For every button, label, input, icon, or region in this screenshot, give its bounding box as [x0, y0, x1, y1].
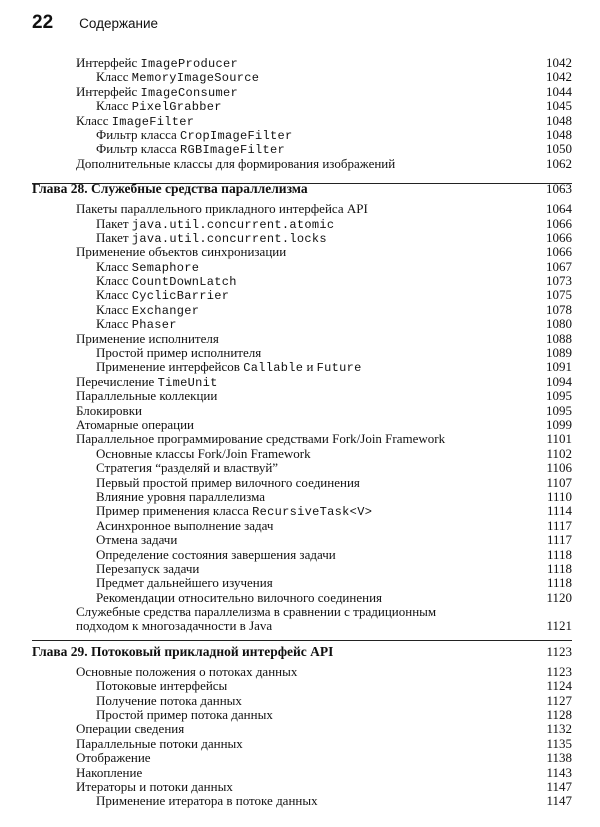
- chapter-page-number: 1123: [546, 643, 572, 659]
- entry-page-number: 1138: [546, 750, 572, 766]
- entry-title: [76, 780, 233, 794]
- toc-entry: [32, 476, 572, 490]
- entry-title: [96, 476, 360, 490]
- toc-entry: [32, 260, 572, 274]
- entry-title: [76, 605, 436, 619]
- entry-title: [76, 751, 151, 765]
- entry-text: Интерфейс: [76, 55, 141, 70]
- entry-code: ImageFilter: [111, 114, 195, 129]
- entry-text: Класс: [96, 287, 132, 303]
- toc-entry: [32, 751, 572, 765]
- entry-page-number: 1106: [546, 460, 572, 476]
- page-number: 22: [32, 12, 54, 33]
- entry-text: Определение состояния завершения задачи: [96, 546, 336, 562]
- entry-page-number: 1075: [546, 287, 572, 303]
- entry-page-number: 1147: [546, 778, 572, 794]
- entry-page-number: 1118: [546, 560, 572, 576]
- toc-entry: [32, 245, 572, 259]
- entry-title: [76, 432, 445, 446]
- page-header: [32, 12, 158, 38]
- toc-entry: [32, 619, 572, 633]
- entry-page-number: 1064: [546, 201, 572, 217]
- toc-entry: [32, 490, 572, 504]
- toc-entry: [32, 99, 572, 113]
- entry-text: Класс: [96, 316, 132, 332]
- entry-text: Применение объектов синхронизации: [76, 244, 287, 260]
- entry-text: Атомарные операции: [76, 416, 194, 432]
- toc-entry: [32, 533, 572, 547]
- toc-entry: [32, 332, 572, 346]
- toc-chapter-heading: [32, 641, 572, 663]
- toc-entry: [32, 780, 572, 794]
- entry-title: [76, 389, 217, 403]
- entry-title: [96, 576, 273, 590]
- entry-text: Класс: [96, 258, 132, 274]
- entry-text: Получение потока данных: [96, 692, 242, 708]
- entry-code: Exchanger: [131, 303, 200, 318]
- toc-entry: [32, 114, 572, 128]
- toc-entry: [32, 360, 572, 374]
- entry-page-number: 1123: [546, 663, 572, 679]
- entry-title: [76, 665, 297, 679]
- entry-page-number: 1062: [546, 155, 572, 171]
- entry-text: Класс: [96, 301, 132, 317]
- entry-text: Операции сведения: [76, 721, 185, 737]
- entry-page-number: 1095: [546, 402, 572, 418]
- entry-text: Перезапуск задачи: [96, 560, 200, 576]
- entry-text: Интерфейс: [76, 83, 141, 99]
- entry-text: Класс: [76, 112, 112, 128]
- toc-entry: [32, 504, 572, 518]
- entry-text: Простой пример исполнителя: [96, 345, 262, 361]
- entry-text: Дополнительные классы для формирования изображений: [76, 155, 396, 171]
- toc-entry: [32, 722, 572, 736]
- entry-code: TimeUnit: [157, 375, 218, 390]
- entry-title: [96, 794, 318, 808]
- entry-text: Асинхронное выполнение задач: [96, 517, 274, 533]
- entry-code: MemoryImageSource: [131, 71, 260, 86]
- toc-entry: [32, 404, 572, 418]
- entry-text: Простой пример потока данных: [96, 707, 273, 723]
- entry-page-number: 1118: [546, 546, 572, 562]
- toc-entry: [32, 303, 572, 317]
- entry-title: [96, 99, 222, 114]
- entry-title: [76, 722, 184, 736]
- entry-text: подходом к многозадачности в Java: [76, 618, 273, 634]
- entry-text: Рекомендации относительно вилочного соединения: [96, 589, 383, 605]
- entry-text: Пакет: [96, 229, 132, 245]
- toc-entry: [32, 447, 572, 461]
- chapter-title: Глава 29. Потоковый прикладной интерфейс API: [32, 643, 334, 659]
- entry-title: [76, 404, 142, 418]
- entry-text: Параллельное программирование средствами Fork/Join Framework: [76, 431, 446, 447]
- entry-text: Пакеты параллельного прикладного интерфейса API: [76, 201, 368, 217]
- entry-page-number: 1066: [546, 229, 572, 245]
- toc-entry: [32, 128, 572, 142]
- entry-text: Накопление: [76, 764, 143, 780]
- entry-text: Отмена задачи: [96, 532, 178, 548]
- entry-code: Semaphore: [131, 260, 200, 275]
- entry-title: [96, 679, 227, 693]
- entry-title: [96, 591, 382, 605]
- entry-page-number: 1044: [546, 83, 572, 99]
- toc-entry: [32, 794, 572, 808]
- entry-page-number: 1091: [546, 359, 572, 375]
- entry-code: RecursiveTask<V>: [252, 505, 373, 520]
- entry-page-number: 1110: [546, 488, 572, 504]
- entry-code: CropImageFilter: [180, 128, 293, 143]
- entry-text: Стратегия “разделяй и властвуй”: [96, 460, 279, 476]
- entry-title: [76, 245, 286, 259]
- entry-page-number: 1089: [546, 345, 572, 361]
- toc-entry: [32, 231, 572, 245]
- entry-page-number: 1080: [546, 316, 572, 332]
- entry-page-number: 1045: [546, 98, 572, 114]
- toc-entry: [32, 432, 572, 446]
- entry-page-number: 1048: [546, 112, 572, 128]
- toc-entry: [32, 217, 572, 231]
- entry-text: Перечисление: [76, 373, 158, 389]
- entry-text: Блокировки: [76, 402, 142, 418]
- entry-page-number: 1114: [546, 503, 572, 519]
- entry-code: Phaser: [131, 318, 177, 333]
- entry-page-number: 1147: [546, 793, 572, 809]
- entry-code: java.util.concurrent.atomic: [131, 217, 335, 232]
- entry-page-number: 1042: [546, 55, 572, 70]
- entry-text: Параллельные коллекции: [76, 388, 218, 404]
- entry-page-number: 1107: [546, 474, 572, 490]
- entry-title: [76, 737, 243, 751]
- toc-entry: [32, 288, 572, 302]
- entry-title: [96, 548, 336, 562]
- toc-entry: [32, 346, 572, 360]
- toc-entry: [32, 519, 572, 533]
- entry-text: и: [303, 359, 317, 375]
- toc-entry: [32, 766, 572, 780]
- toc-entry: [32, 605, 572, 619]
- entry-text: Первый простой пример вилочного соединения: [96, 474, 360, 490]
- entry-page-number: 1121: [546, 618, 572, 634]
- entry-page-number: 1048: [546, 126, 572, 142]
- entry-text: Применение исполнителя: [76, 330, 219, 346]
- entry-page-number: 1067: [546, 258, 572, 274]
- entry-page-number: 1088: [546, 330, 572, 346]
- toc-entry: [32, 56, 572, 70]
- toc-entry: [32, 461, 572, 475]
- entry-code: CyclicBarrier: [131, 289, 230, 304]
- entry-text: Применение интерфейсов: [96, 359, 244, 375]
- toc-entry: [32, 418, 572, 432]
- entry-text: Основные классы Fork/Join Framework: [96, 445, 311, 461]
- entry-code: Callable: [243, 361, 304, 376]
- toc-entry: [32, 694, 572, 708]
- entry-text: Отображение: [76, 750, 151, 766]
- entry-text: Служебные средства параллелизма в сравнении с традиционным: [76, 604, 437, 620]
- toc-entry: [32, 737, 572, 751]
- entry-page-number: 1132: [546, 721, 572, 737]
- entry-text: Предмет дальнейшего изучения: [96, 575, 273, 591]
- entry-page-number: 1135: [546, 735, 572, 751]
- entry-page-number: 1128: [546, 707, 572, 723]
- entry-page-number: 1050: [546, 141, 572, 157]
- toc-entry: [32, 389, 572, 403]
- entry-text: Потоковые интерфейсы: [96, 678, 228, 694]
- entry-title: [76, 157, 395, 171]
- entry-text: Фильтр класса: [96, 126, 181, 142]
- entry-text: Пакет: [96, 215, 132, 231]
- entry-title: [76, 332, 219, 346]
- entry-title: [96, 346, 261, 360]
- entry-text: Параллельные потоки данных: [76, 735, 243, 751]
- toc-entry: [32, 576, 572, 590]
- entry-text: Класс: [96, 273, 132, 289]
- entry-title: [76, 619, 272, 633]
- toc-entry: [32, 274, 572, 288]
- chapter-page-number: 1063: [546, 181, 572, 197]
- toc-entry: [32, 157, 572, 171]
- toc-entry: [32, 708, 572, 722]
- entry-text: Класс: [96, 69, 132, 85]
- entry-title: [96, 490, 265, 504]
- entry-code: java.util.concurrent.locks: [131, 231, 327, 246]
- entry-page-number: 1066: [546, 215, 572, 231]
- entry-page-number: 1143: [546, 764, 572, 780]
- entry-page-number: 1095: [546, 388, 572, 404]
- entry-page-number: 1042: [546, 69, 572, 85]
- entry-title: [76, 766, 142, 780]
- entry-text: Влияние уровня параллелизма: [96, 488, 266, 504]
- toc-entry: [32, 85, 572, 99]
- entry-page-number: 1117: [546, 532, 572, 548]
- entry-title: [96, 519, 273, 533]
- entry-page-number: 1066: [546, 244, 572, 260]
- running-head: Содержание: [79, 16, 159, 31]
- entry-text: Применение итератора в потоке данных: [96, 793, 318, 809]
- entry-title: [96, 694, 242, 708]
- toc-entry: [32, 70, 572, 84]
- entry-title: [96, 708, 273, 722]
- entry-page-number: 1120: [546, 589, 572, 605]
- chapter-title: Глава 28. Служебные средства параллелизма: [32, 181, 308, 197]
- entry-text: Основные положения о потоках данных: [76, 663, 298, 679]
- entry-page-number: 1124: [546, 678, 572, 694]
- entry-page-number: 1078: [546, 301, 572, 317]
- toc-entry: [32, 142, 572, 156]
- entry-text: Пример применения класса: [96, 503, 253, 519]
- entry-page-number: 1073: [546, 273, 572, 289]
- entry-page-number: 1118: [546, 575, 572, 591]
- entry-title: [76, 202, 368, 216]
- entry-title: [96, 461, 278, 475]
- entry-page-number: 1101: [546, 431, 572, 447]
- entry-code: Future: [316, 361, 362, 376]
- toc-chapter-heading: [32, 178, 572, 200]
- entry-page-number: 1094: [546, 373, 572, 389]
- entry-code: CountDownLatch: [131, 275, 237, 290]
- entry-title: [96, 447, 311, 461]
- entry-code: RGBImageFilter: [180, 143, 286, 158]
- entry-text: Класс: [96, 98, 132, 114]
- entry-page-number: 1102: [546, 445, 572, 461]
- toc-entry: [32, 202, 572, 216]
- entry-title: [76, 418, 194, 432]
- toc-entry: [32, 375, 572, 389]
- toc-entry: [32, 548, 572, 562]
- entry-page-number: 1099: [546, 416, 572, 432]
- table-of-contents: [32, 56, 572, 809]
- entry-page-number: 1127: [546, 692, 572, 708]
- entry-title: [96, 533, 177, 547]
- entry-code: ImageConsumer: [140, 85, 238, 100]
- entry-text: Итераторы и потоки данных: [76, 778, 233, 794]
- entry-title: [96, 562, 199, 576]
- toc-entry: [32, 591, 572, 605]
- toc-entry: [32, 665, 572, 679]
- toc-entry: [32, 679, 572, 693]
- entry-code: PixelGrabber: [131, 100, 222, 115]
- toc-entry: [32, 317, 572, 331]
- entry-code: ImageProducer: [140, 57, 238, 71]
- entry-page-number: 1117: [546, 517, 572, 533]
- entry-text: Фильтр класса: [96, 141, 181, 157]
- toc-entry: [32, 562, 572, 576]
